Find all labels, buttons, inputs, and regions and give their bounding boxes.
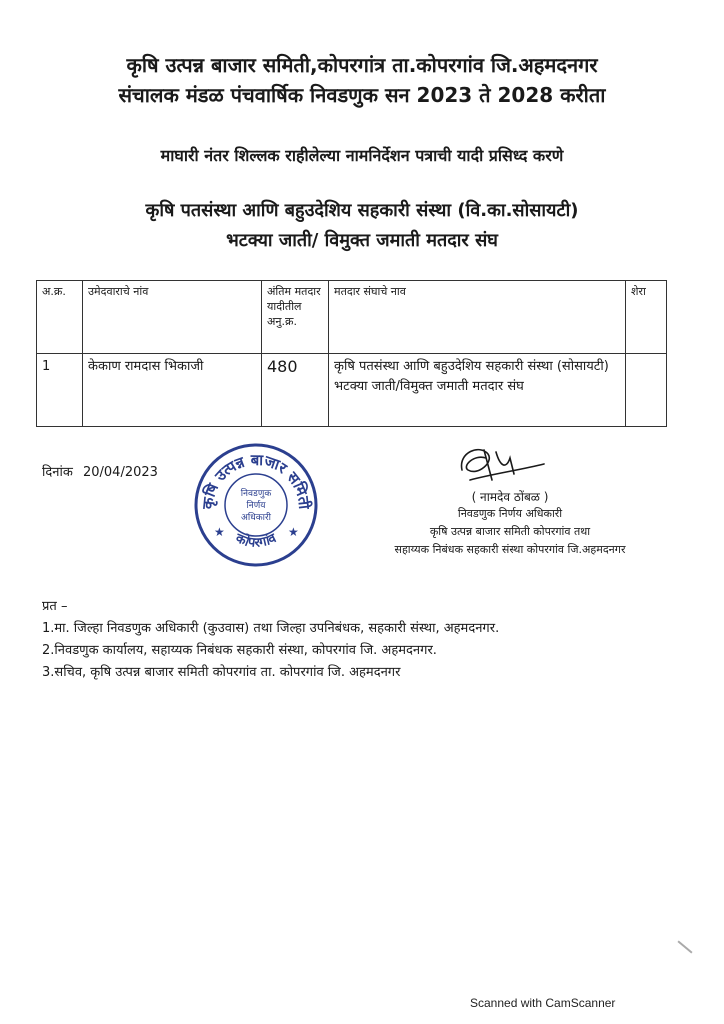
scan-mark <box>677 940 692 953</box>
col-header-remark: शेरा <box>626 281 667 354</box>
date-line <box>42 462 158 480</box>
seal-center-line-3: अधिकारी <box>241 513 271 523</box>
copy-item-1: 1.मा. जिल्हा निवडणुक अधिकारी (कुउवास) तथा जिल्हा उपनिबंधक, सहकारी संस्था, अहमदनगर. <box>42 621 500 636</box>
seal-ring-text: कृषि उत्पन्न बाजार समिती <box>198 450 314 510</box>
svg-text:कोपरगांव <box>232 530 279 551</box>
signatory-role-3: सहाय्यक निबंधक सहकारी संस्था कोपरगांव जि.अहमदनगर <box>394 543 626 556</box>
constituency-line-2: भटक्या जाती/ विमुक्त जमाती मतदार संघ <box>226 230 498 251</box>
signatory-role-2: कृषि उत्पन्न बाजार समिती कोपरगांव तथा <box>429 525 591 538</box>
cell-voter-no: 480 <box>262 354 329 427</box>
cell-sr: 1 <box>37 354 83 427</box>
col-header-sr: अ.क्र. <box>37 281 83 354</box>
title-line-2: संचालक मंडळ पंचवार्षिक निवडणुक सन 2023 ते 2028 करीता <box>118 83 606 107</box>
constituency-heading <box>40 196 684 256</box>
date-value: 20/04/2023 <box>82 465 158 480</box>
table-row <box>37 354 667 427</box>
date-label: दिनांक <box>42 465 73 480</box>
document-subtitle: माघारी नंतर शिल्लक राहीलेल्या नामनिर्देशन पत्राची यादी प्रसिध्द करणे <box>160 146 564 165</box>
document-title <box>40 50 684 110</box>
seal-center-line-1: निवडणुक <box>240 489 272 499</box>
copies-heading: प्रत – <box>42 599 68 614</box>
seal-star-left: ★ <box>214 525 225 539</box>
copies-section <box>42 596 499 684</box>
cell-remark <box>626 354 667 427</box>
seal-star-right: ★ <box>288 525 299 539</box>
title-line-1: कृषि उत्पन्न बाजार समिती,कोपरगांत्र ता.कोपरगांव जि.अहमदनगर <box>126 53 598 77</box>
signatory-role-1: निवडणुक निर्णय अधिकारी <box>457 507 563 520</box>
seal-center-line-2: निर्णय <box>246 501 266 511</box>
table-header-row <box>37 281 667 354</box>
cell-name: केकाण रामदास भिकाजी <box>83 354 262 427</box>
col-header-constituency: मतदार संघाचे नाव <box>329 281 626 354</box>
seal-bottom-text: कोपरगांव <box>233 531 279 551</box>
copy-item-3: 3.सचिव, कृषि उत्पन्न बाजार समिती कोपरगांव ता. कोपरगांव जि. अहमदनगर <box>42 665 401 680</box>
scanner-watermark: Scanned with CamScanner <box>470 996 616 1010</box>
col-header-voter-no: अंतिम मतदार यादीतील अनु.क्र. <box>262 281 329 354</box>
official-seal <box>193 442 319 568</box>
copy-item-2: 2.निवडणुक कार्यालय, सहाय्यक निबंधक सहकारी संस्था, कोपरगांव जि. अहमदनगर. <box>42 643 437 658</box>
nomination-table <box>36 280 667 427</box>
cell-constituency: कृषि पतसंस्था आणि बहुउदेशिय सहकारी संस्था (सोसायटी) भटक्या जाती/विमुक्त जमाती मतदार संघ <box>329 354 626 427</box>
constituency-line-1: कृषि पतसंस्था आणि बहुउदेशिय सहकारी संस्था (वि.का.सोसायटी) <box>145 200 579 221</box>
signatory-name: ( नामदेव ठोंबळ ) <box>471 490 549 504</box>
col-header-name: उमेदवाराचे नांव <box>83 281 262 354</box>
handwritten-signature <box>440 440 550 492</box>
